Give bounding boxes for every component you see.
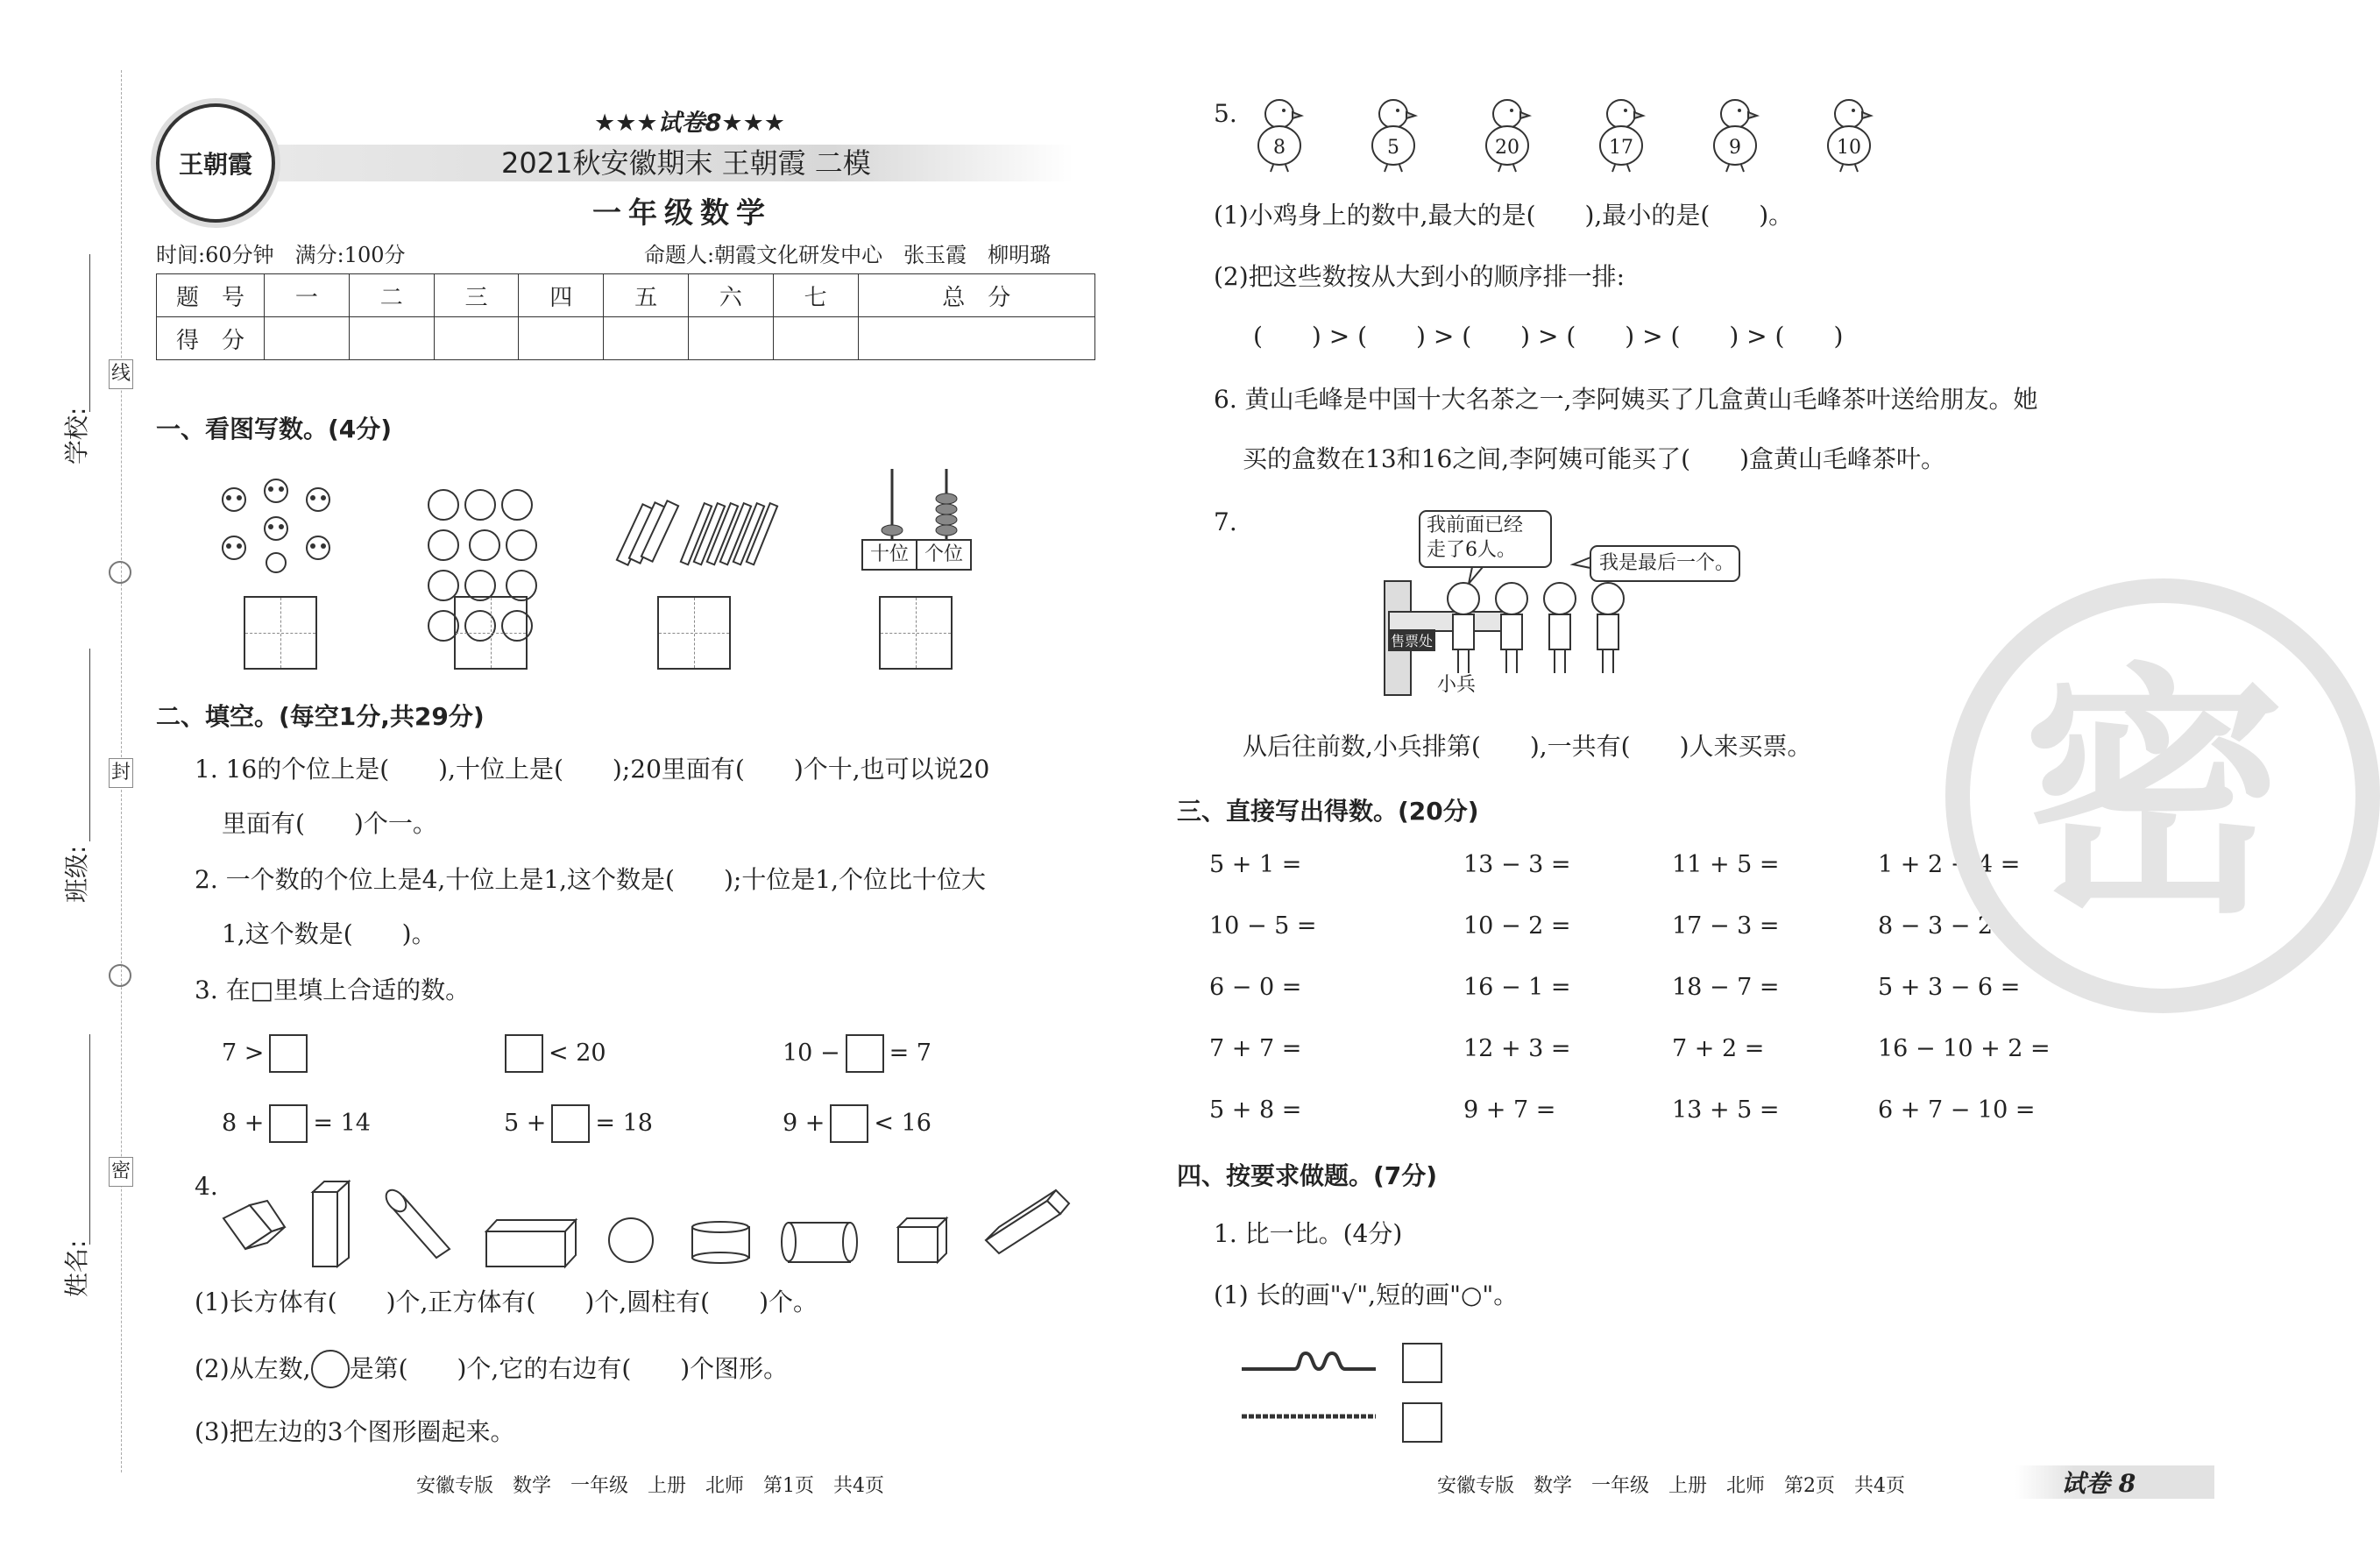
fill-box[interactable] bbox=[505, 1034, 543, 1073]
score-blank[interactable] bbox=[858, 317, 1094, 360]
score-table-cell: 题 号 bbox=[157, 274, 265, 317]
watermark-text: 密 bbox=[2022, 642, 2285, 948]
chick-icon bbox=[1704, 95, 1766, 174]
answer-box-4[interactable] bbox=[879, 596, 953, 670]
score-blank[interactable] bbox=[349, 317, 434, 360]
calc-item: 5 + 8 = bbox=[1209, 1096, 1302, 1124]
binding-school-blank bbox=[89, 254, 90, 412]
binding-mark-mi: 密 bbox=[109, 1157, 133, 1187]
3d-shapes-icon bbox=[215, 1166, 1073, 1271]
calc-item: 11 + 5 = bbox=[1672, 851, 1780, 878]
shapes-row bbox=[215, 1166, 1073, 1274]
compare-box-long[interactable] bbox=[1402, 1343, 1442, 1383]
binding-mark-xian: 线 bbox=[109, 359, 133, 389]
sticks-bundle-icon bbox=[622, 495, 780, 573]
abacus-tens-label: 十位 bbox=[863, 541, 917, 569]
brand-logo-text: 王朝霞 bbox=[178, 150, 252, 179]
abacus-rods-icon bbox=[861, 469, 975, 539]
q5-num: 5. bbox=[1214, 99, 1237, 128]
calc-item: 10 − 5 = bbox=[1209, 912, 1317, 940]
section-3-title: 三、直接写出得数。(20分) bbox=[1177, 797, 1479, 826]
binding-school-label: 学校: bbox=[62, 407, 91, 465]
answer-box-1[interactable] bbox=[244, 596, 317, 670]
calc-item: 10 − 2 = bbox=[1463, 912, 1571, 940]
score-blank[interactable] bbox=[519, 317, 604, 360]
chick-icon bbox=[1249, 95, 1310, 174]
chick-icon bbox=[1818, 95, 1880, 174]
binding-ornament-icon bbox=[109, 561, 131, 584]
section-4-title: 四、按要求做题。(7分) bbox=[1177, 1161, 1438, 1190]
panda-icon bbox=[215, 478, 337, 574]
calc-item: 12 + 3 = bbox=[1463, 1035, 1571, 1062]
chick-number: 8 bbox=[1273, 137, 1286, 159]
q5-part1: (1)小鸡身上的数中,最大的是( ),最小的是( )。 bbox=[1214, 201, 1794, 230]
binding-class-blank bbox=[89, 649, 90, 841]
sphere-icon bbox=[311, 1350, 350, 1388]
score-blank[interactable] bbox=[434, 317, 519, 360]
score-table-cell: 得 分 bbox=[157, 317, 265, 360]
calc-item: 16 − 10 + 2 = bbox=[1878, 1035, 2051, 1062]
score-table-cell: 四 bbox=[519, 274, 604, 317]
section-2-title: 二、填空。(每空1分,共29分) bbox=[156, 702, 485, 731]
fill-box[interactable] bbox=[269, 1104, 308, 1143]
sec2-q2-line2: 1,这个数是( )。 bbox=[222, 919, 436, 948]
fill-item: 7 > bbox=[222, 1034, 313, 1073]
score-blank[interactable] bbox=[604, 317, 689, 360]
fill-box[interactable] bbox=[551, 1104, 590, 1143]
rope-icon bbox=[1240, 1341, 1380, 1429]
calc-item: 5 + 3 − 6 = bbox=[1878, 974, 2021, 1001]
abacus-ones-label: 个位 bbox=[924, 543, 964, 565]
chick-number: 10 bbox=[1837, 137, 1861, 159]
fill-item: 8 + = 14 bbox=[222, 1104, 371, 1143]
calc-item: 6 − 0 = bbox=[1209, 974, 1302, 1001]
calc-item: 17 − 3 = bbox=[1672, 912, 1780, 940]
score-table-cell: 总 分 bbox=[858, 274, 1094, 317]
sec2-q4-1: (1)长方体有( )个,正方体有( )个,圆柱有( )个。 bbox=[195, 1288, 818, 1316]
binding-ornament-icon bbox=[109, 964, 131, 987]
score-table-cell: 二 bbox=[349, 274, 434, 317]
compare-box-short[interactable] bbox=[1402, 1402, 1442, 1443]
q5-order-blanks: ( ) > ( ) > ( ) > ( ) > ( ) > ( ) bbox=[1253, 322, 1844, 351]
calc-item: 13 + 5 = bbox=[1672, 1096, 1780, 1124]
footer-left: 安徽专版 数学 一年级 上册 北师 第1页 共4页 bbox=[416, 1475, 884, 1497]
sec2-q1-line1: 1. 16的个位上是( ),十位上是( );20里面有( )个十,也可以说20 bbox=[195, 755, 990, 784]
calc-item: 7 + 2 = bbox=[1672, 1035, 1765, 1062]
sec2-q4-3: (3)把左边的3个图形圈起来。 bbox=[195, 1417, 515, 1446]
answer-box-3[interactable] bbox=[657, 596, 731, 670]
calc-item: 5 + 1 = bbox=[1209, 851, 1302, 878]
score-table bbox=[156, 273, 1095, 360]
speech-bubble-1-line2: 走了6人。 bbox=[1427, 539, 1516, 561]
q7-num: 7. bbox=[1214, 507, 1237, 536]
chick-number: 17 bbox=[1609, 137, 1633, 159]
calc-item: 6 + 7 − 10 = bbox=[1878, 1096, 2036, 1124]
chick-icon bbox=[1590, 95, 1652, 174]
sec4-q1-1: (1) 长的画"√",短的画"○"。 bbox=[1214, 1281, 1519, 1309]
exam-time-score: 时间:60分钟 满分:100分 bbox=[156, 243, 406, 267]
exam-title: 2021秋安徽期末 王朝霞 二模 bbox=[501, 146, 871, 180]
speech-bubble-2: 我是最后一个。 bbox=[1599, 552, 1735, 574]
score-table-score-row bbox=[157, 317, 1095, 360]
fill-box[interactable] bbox=[846, 1034, 884, 1073]
q6-line1: 6. 黄山毛峰是中国十大名茶之一,李阿姨买了几盒黄山毛峰茶叶送给朋友。她 bbox=[1214, 385, 2038, 414]
q6-line2: 买的盒数在13和16之间,李阿姨可能买了( )盒黄山毛峰茶叶。 bbox=[1243, 444, 1946, 473]
score-blank[interactable] bbox=[688, 317, 773, 360]
q7-question: 从后往前数,小兵排第( ),一共有( )人来买票。 bbox=[1243, 732, 1812, 761]
chick-icon bbox=[1477, 95, 1538, 174]
binding-class-label: 班级: bbox=[62, 845, 91, 903]
calc-item: 8 − 3 − 2 = bbox=[1878, 912, 2021, 940]
score-table-cell: 三 bbox=[434, 274, 519, 317]
q7-illustration bbox=[1385, 507, 1779, 699]
footer-tag-text: 试卷 8 bbox=[2061, 1469, 2136, 1498]
sec2-q1-line2: 里面有( )个一。 bbox=[222, 809, 437, 838]
calc-item: 18 − 7 = bbox=[1672, 974, 1780, 1001]
calc-item: 1 + 2 + 4 = bbox=[1878, 851, 2021, 878]
calc-item: 16 − 1 = bbox=[1463, 974, 1571, 1001]
binding-name-blank bbox=[89, 1034, 90, 1245]
calc-item: 9 + 7 = bbox=[1463, 1096, 1556, 1124]
panda-group bbox=[215, 478, 337, 574]
score-table-cell: 六 bbox=[688, 274, 773, 317]
calc-item: 13 − 3 = bbox=[1463, 851, 1571, 878]
score-table-cell: 一 bbox=[265, 274, 350, 317]
sec4-q1: 1. 比一比。(4分) bbox=[1214, 1219, 1403, 1248]
fill-item: 10 − = 7 bbox=[783, 1034, 931, 1073]
calc-item: 7 + 7 = bbox=[1209, 1035, 1302, 1062]
sec2-q4-2: (2)从左数, 是第( )个,它的右边有( )个图形。 bbox=[195, 1350, 788, 1388]
ticket-office-sign: 售票处 bbox=[1388, 629, 1435, 651]
confidential-watermark bbox=[1945, 578, 2380, 1013]
q5-part2: (2)把这些数按从大到小的顺序排一排: bbox=[1214, 262, 1626, 291]
sec2-q2-line1: 2. 一个数的个位上是4,十位上是1,这个数是( );十位是1,个位比十位大 bbox=[195, 865, 987, 894]
speech-bubble-1-line1: 我前面已经 bbox=[1427, 514, 1524, 536]
chick-icon bbox=[1363, 95, 1424, 174]
exam-authors: 命题人:朝霞文化研发中心 张玉霞 柳明璐 bbox=[644, 243, 1052, 267]
fill-item: 5 + = 18 bbox=[504, 1104, 653, 1143]
score-blank[interactable] bbox=[265, 317, 350, 360]
chick-number: 20 bbox=[1495, 137, 1519, 159]
sec2-q3: 3. 在□里填上合适的数。 bbox=[195, 976, 471, 1004]
fill-item: 9 + < 16 bbox=[783, 1104, 931, 1143]
score-blank[interactable] bbox=[773, 317, 858, 360]
abacus bbox=[861, 469, 975, 574]
fill-box[interactable] bbox=[830, 1104, 868, 1143]
binding-name-label: 姓名: bbox=[62, 1239, 91, 1297]
answer-box-2[interactable] bbox=[454, 596, 528, 670]
score-table-cell: 七 bbox=[773, 274, 858, 317]
binding-mark-feng: 封 bbox=[109, 758, 133, 788]
chick-number: 9 bbox=[1729, 137, 1741, 159]
subject-title: 一年级数学 bbox=[592, 195, 772, 230]
fill-box[interactable] bbox=[269, 1034, 308, 1073]
score-table-cell: 五 bbox=[604, 274, 689, 317]
footer-tag bbox=[2015, 1465, 2214, 1499]
series-label: ★★★试卷8★★★ bbox=[594, 110, 786, 137]
sec2-q4-num: 4. bbox=[195, 1172, 218, 1201]
rope-compare bbox=[1240, 1341, 1380, 1432]
brand-logo bbox=[156, 103, 275, 223]
footer-right: 安徽专版 数学 一年级 上册 北师 第2页 共4页 bbox=[1437, 1475, 1905, 1497]
chick-number: 5 bbox=[1387, 137, 1399, 159]
score-table-header-row bbox=[157, 274, 1095, 317]
chick-row bbox=[1249, 95, 1915, 174]
section-1-title: 一、看图写数。(4分) bbox=[156, 415, 393, 443]
fill-item: < 20 bbox=[499, 1034, 606, 1073]
xiaobing-label: 小兵 bbox=[1437, 674, 1477, 696]
